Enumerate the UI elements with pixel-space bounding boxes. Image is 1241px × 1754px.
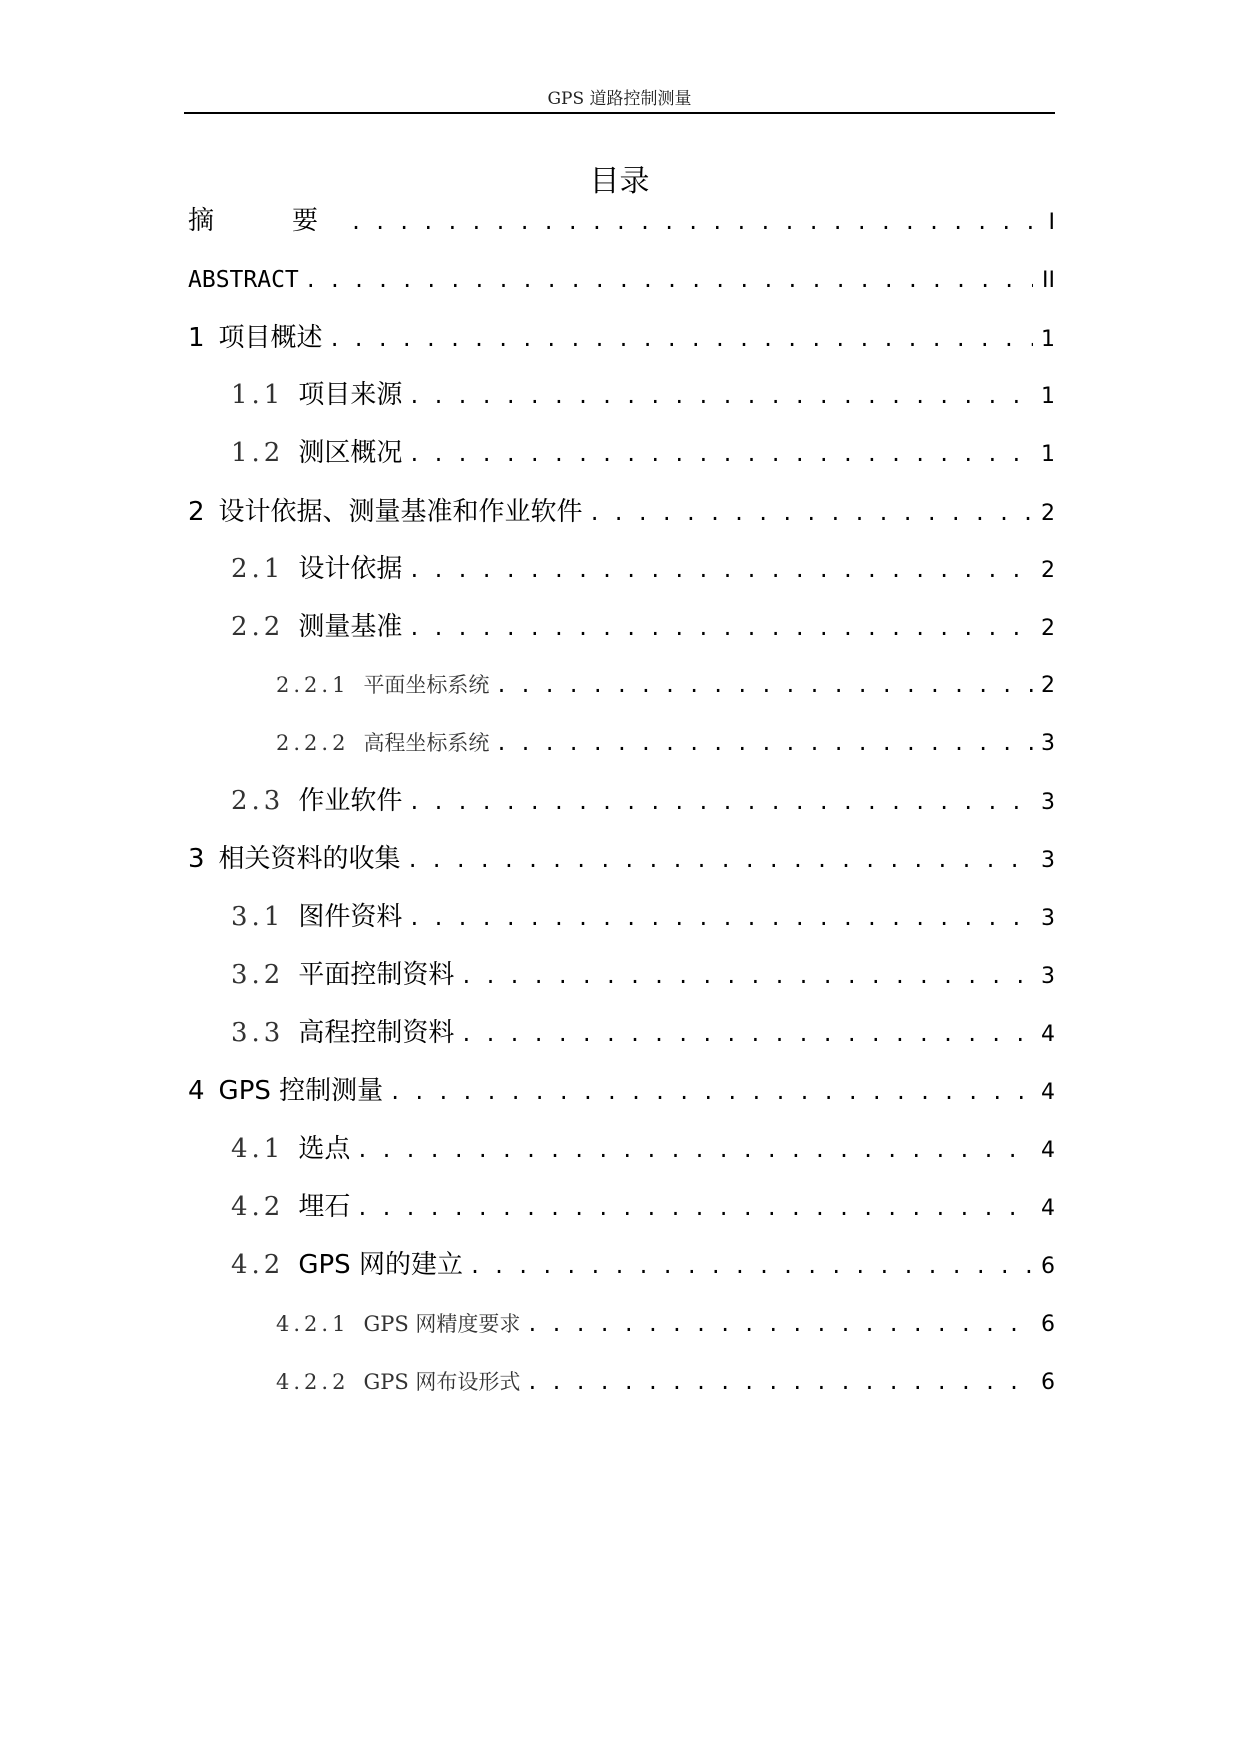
- toc-page-number: I: [1048, 210, 1055, 235]
- toc-entry-label: 摘 要: [188, 206, 345, 236]
- toc-entry-4-2-gps-network[interactable]: [231, 1247, 1055, 1283]
- toc-entry-4-2-burying[interactable]: [231, 1189, 1055, 1225]
- toc-entry-number: 4.2: [231, 1192, 285, 1222]
- toc-leader-dots: [495, 667, 1033, 703]
- toc-entry-2-2[interactable]: [231, 609, 1055, 645]
- toc-leader-dots: [460, 958, 1033, 994]
- toc-entry-label: 高程控制资料: [298, 1018, 455, 1048]
- toc-entry-4-2-1[interactable]: [276, 1306, 1055, 1342]
- toc-page-number: 2: [1041, 501, 1055, 526]
- toc-page-number: 4: [1041, 1022, 1055, 1047]
- toc-leader-dots: [408, 436, 1033, 472]
- toc-title: 目录: [589, 164, 650, 199]
- toc-entry-label: 作业软件: [298, 786, 403, 816]
- toc-entry-abstract-en[interactable]: [188, 262, 1055, 298]
- toc-page-number: 2: [1041, 558, 1055, 583]
- toc-entry-number: 4: [188, 1076, 205, 1106]
- toc-entry-3-2[interactable]: [231, 957, 1055, 993]
- toc-page-number: 3: [1041, 964, 1055, 989]
- toc-entry-abstract-cn[interactable]: [188, 203, 1055, 239]
- toc-entry-number: 4.2.2: [276, 1370, 350, 1394]
- running-header: GPS 道路控制测量: [547, 89, 692, 109]
- toc-entry-label: GPS 控制测量: [218, 1076, 384, 1106]
- toc-entry-3-1[interactable]: [231, 899, 1055, 935]
- toc-page-number: 6: [1041, 1254, 1055, 1279]
- toc-entry-label: 图件资料: [298, 902, 403, 932]
- toc-entry-2[interactable]: [188, 494, 1055, 530]
- toc-entry-number: 2.2.2: [276, 731, 350, 755]
- toc-leader-dots: [408, 610, 1033, 646]
- toc-entry-label: 高程坐标系统: [363, 731, 490, 755]
- toc-leader-dots: [408, 784, 1033, 820]
- toc-page-number: 4: [1041, 1080, 1055, 1105]
- toc-entry-2-3[interactable]: [231, 783, 1055, 819]
- toc-leader-dots: [460, 1016, 1033, 1052]
- toc-entry-number: 4.2: [231, 1250, 285, 1280]
- toc-entry-1-1[interactable]: [231, 377, 1055, 413]
- toc-leader-dots: [305, 262, 1033, 298]
- toc-entry-label: GPS 网布设形式: [363, 1370, 521, 1394]
- toc-entry-number: 2.2: [231, 612, 285, 642]
- toc-page-number: 4: [1041, 1138, 1055, 1163]
- toc-leader-dots: [408, 900, 1033, 936]
- toc-entry-number: 2.3: [231, 786, 285, 816]
- toc-page-number: 2: [1041, 616, 1055, 641]
- toc-entry-3[interactable]: [188, 841, 1055, 877]
- toc-leader-dots: [407, 842, 1033, 878]
- toc-page-number: 3: [1041, 906, 1055, 931]
- toc-entry-label: 设计依据: [298, 554, 403, 584]
- toc-entry-label: 选点: [298, 1134, 351, 1164]
- toc-page-number: 1: [1041, 442, 1055, 467]
- toc-entry-number: 3.2: [231, 960, 285, 990]
- toc-entry-4[interactable]: [188, 1073, 1055, 1109]
- toc-page-number: 1: [1041, 384, 1055, 409]
- toc-page-number: 3: [1041, 790, 1055, 815]
- toc-entry-3-3[interactable]: [231, 1015, 1055, 1051]
- toc-page-number: 3: [1041, 848, 1055, 873]
- toc-leader-dots: [495, 725, 1033, 761]
- toc-leader-dots: [408, 552, 1033, 588]
- toc-page-number: 6: [1041, 1312, 1055, 1337]
- toc-page-number: 6: [1041, 1370, 1055, 1395]
- toc-entry-1[interactable]: [188, 320, 1055, 356]
- toc-page-number: 3: [1041, 731, 1055, 756]
- toc-entry-label: GPS 网精度要求: [363, 1312, 521, 1336]
- toc-entry-2-1[interactable]: [231, 551, 1055, 587]
- toc-entry-label: 设计依据、测量基准和作业软件: [218, 497, 583, 527]
- toc-entry-label: ABSTRACT: [188, 267, 299, 293]
- toc-entry-label: 相关资料的收集: [218, 844, 401, 874]
- toc-entry-label: 平面控制资料: [298, 960, 455, 990]
- toc-entry-4-1[interactable]: [231, 1131, 1055, 1167]
- toc-leader-dots: [469, 1248, 1033, 1284]
- toc-leader-dots: [350, 204, 1033, 240]
- toc-entry-number: 2: [188, 497, 205, 527]
- toc-entry-number: 2.1: [231, 554, 285, 584]
- toc-leader-dots: [356, 1190, 1033, 1226]
- toc-entry-1-2[interactable]: [231, 435, 1055, 471]
- toc-entry-label: 项目来源: [298, 380, 403, 410]
- toc-entry-label: GPS 网的建立: [298, 1250, 463, 1280]
- toc-entry-number: 4.2.1: [276, 1312, 350, 1336]
- toc-entry-number: 3.3: [231, 1018, 285, 1048]
- toc-leader-dots: [589, 495, 1033, 531]
- toc-entry-number: 1: [188, 323, 205, 353]
- toc-entry-number: 2.2.1: [276, 673, 350, 697]
- toc-entry-number: 1.2: [231, 438, 285, 468]
- toc-entry-2-2-1[interactable]: [276, 667, 1055, 703]
- toc-leader-dots: [408, 378, 1033, 414]
- toc-entry-label: 测量基准: [298, 612, 403, 642]
- toc-entry-number: 3: [188, 844, 205, 874]
- toc-entry-label: 埋石: [298, 1192, 351, 1222]
- toc-page-number: II: [1042, 268, 1055, 293]
- toc-leader-dots: [329, 321, 1033, 357]
- toc-entry-2-2-2[interactable]: [276, 725, 1055, 761]
- toc-entry-number: 1.1: [231, 380, 285, 410]
- toc-leader-dots: [526, 1364, 1033, 1400]
- toc-page-number: 1: [1041, 327, 1055, 352]
- toc-page-number: 2: [1041, 673, 1055, 698]
- toc-entry-number: 3.1: [231, 902, 285, 932]
- toc-leader-dots: [356, 1132, 1033, 1168]
- toc-page-number: 4: [1041, 1196, 1055, 1221]
- toc-entry-label: 测区概况: [298, 438, 403, 468]
- toc-leader-dots: [389, 1074, 1033, 1110]
- toc-entry-4-2-2[interactable]: [276, 1364, 1055, 1400]
- toc-entry-number: 4.1: [231, 1134, 285, 1164]
- toc-leader-dots: [526, 1306, 1033, 1342]
- toc-entry-label: 平面坐标系统: [363, 673, 490, 697]
- toc-entry-label: 项目概述: [218, 323, 323, 353]
